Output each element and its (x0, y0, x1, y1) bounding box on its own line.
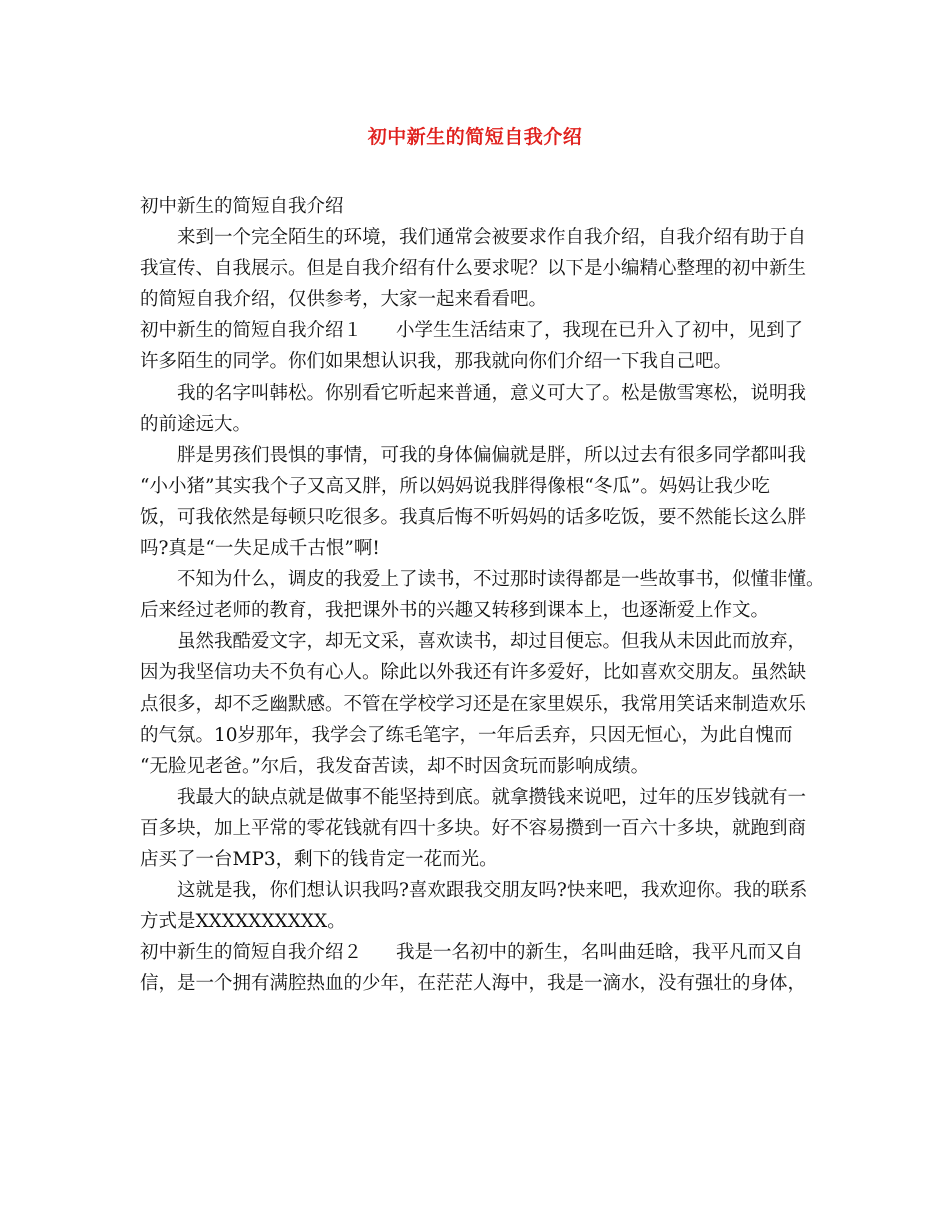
line-text: 的简短自我介绍，仅供参考，大家一起来看看吧。 (140, 289, 548, 311)
text-line (140, 409, 816, 440)
line-text: 信，是一个拥有满腔热血的少年，在茫茫人海中，我是一滴水，没有强壮的身体， (140, 973, 807, 995)
text-line (140, 626, 816, 657)
line-text: 我的名字叫韩松。你别看它听起来普通，意义可大了。松是傲雪寒松，说明我 (177, 382, 807, 404)
document-body (140, 191, 825, 999)
line-text: 后来经过老师的教育，我把课外书的兴趣又转移到课本上，也逐渐爱上作文。 (140, 600, 770, 622)
text-line (140, 751, 816, 782)
text-line (140, 346, 816, 377)
section-heading: 初中新生的简短自我介绍１ (140, 320, 363, 342)
text-line (140, 906, 816, 937)
text-line (140, 471, 816, 502)
line-text: 的气氛。10岁那年，我学会了练毛笔字，一年后丢弃，只因无恒心，为此自愧而 (140, 724, 793, 746)
line-text: 我宣传、自我展示。但是自我介绍有什么要求呢？以下是小编精心整理的初中新生 (140, 258, 807, 280)
line-text: 方式是XXXXXXXXXX。 (140, 911, 346, 933)
text-line (140, 533, 816, 564)
text-line (140, 378, 816, 409)
line-text: 胖是男孩们畏惧的事情，可我的身体偏偏就是胖，所以过去有很多同学都叫我 (177, 444, 807, 466)
text-line (140, 782, 816, 813)
text-line (140, 222, 816, 253)
line-text: 因为我坚信功夫不负有心人。除此以外我还有许多爱好，比如喜欢交朋友。虽然缺 (140, 662, 807, 684)
line-text: 我最大的缺点就是做事不能坚持到底。就拿攒钱来说吧，过年的压岁钱就有一 (177, 786, 807, 808)
text-line (140, 315, 816, 346)
text-line (140, 595, 816, 626)
line-text: 虽然我酷爱文字，却无文采，喜欢读书，却过目便忘。但我从未因此而放弃， (177, 631, 807, 653)
text-line (140, 689, 816, 720)
text-line (140, 844, 816, 875)
text-line (140, 720, 816, 751)
line-text: 吗?真是“一失足成千古恨”啊! (140, 538, 380, 560)
document-title: 初中新生的简短自我介绍 (367, 126, 583, 148)
line-text: “无脸见老爸。”尔后，我发奋苦读，却不时因贪玩而影响成绩。 (140, 755, 650, 777)
text-line (140, 284, 816, 315)
text-line (140, 502, 816, 533)
line-text: 这就是我，你们想认识我吗?喜欢跟我交朋友吗?快来吧，我欢迎你。我的联系 (177, 880, 808, 902)
section-heading: 初中新生的简短自我介绍２ (140, 942, 363, 964)
line-text: 我是一名初中的新生，名叫曲廷晗，我平凡而又自 (396, 942, 804, 964)
line-text: “小小猪”其实我个子又高又胖，所以妈妈说我胖得像根“冬瓜”。妈妈让我少吃 (140, 475, 770, 497)
line-text: 的前途远大。 (140, 413, 252, 435)
text-line (140, 937, 816, 968)
line-text: 点很多，却不乏幽默感。不管在学校学习还是在家里娱乐，我常用笑话来制造欢乐 (140, 693, 807, 715)
text-line (140, 440, 816, 471)
line-text: 不知为什么，调皮的我爱上了读书，不过那时读得都是一些故事书，似懂非懂。 (177, 569, 825, 591)
text-line (140, 191, 816, 222)
line-text: 来到一个完全陌生的环境，我们通常会被要求作自我介绍，自我介绍有助于自 (177, 227, 807, 249)
line-text: 百多块，加上平常的零花钱就有四十多块。好不容易攒到一百六十多块，就跑到商 (140, 817, 807, 839)
text-line (140, 564, 825, 595)
text-line (140, 875, 816, 906)
line-text: 小学生生活结束了，我现在已升入了初中，见到了 (396, 320, 804, 342)
line-text: 店买了一台MP3，剩下的钱肯定一花而光。 (140, 848, 498, 870)
text-line (140, 657, 816, 688)
text-line (140, 968, 816, 999)
line-text: 初中新生的简短自我介绍 (140, 196, 344, 217)
text-line (140, 813, 816, 844)
line-text: 许多陌生的同学。你们如果想认识我，那我就向你们介绍一下我自己吧。 (140, 351, 733, 373)
text-line (140, 253, 816, 284)
line-text: 饭，可我依然是每顿只吃很多。我真后悔不听妈妈的话多吃饭，要不然能长这么胖 (140, 506, 807, 528)
